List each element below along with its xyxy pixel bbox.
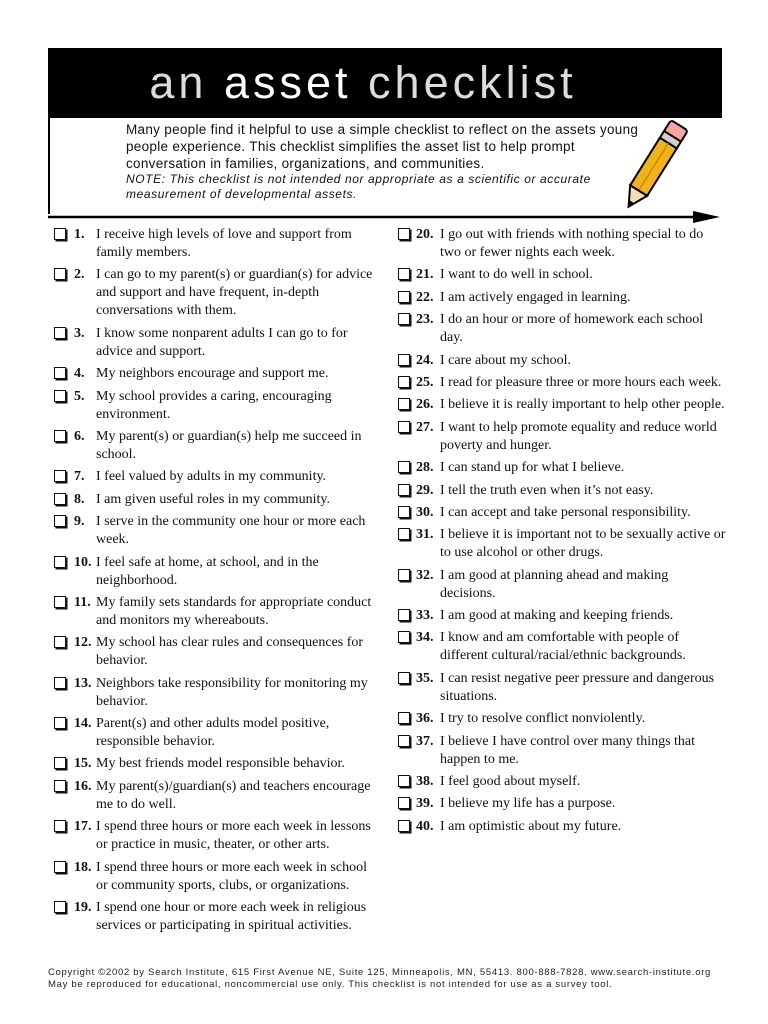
item-number: 35. xyxy=(416,670,434,686)
checkbox-icon[interactable] xyxy=(398,354,410,366)
page-title xyxy=(48,56,678,110)
item-number: 25. xyxy=(416,374,434,390)
item-text: I try to resolve conflict nonviolently. xyxy=(440,711,646,727)
item-text: I believe my life has a purpose. xyxy=(440,796,616,812)
checklist-item xyxy=(52,675,382,711)
checklist-item xyxy=(52,388,382,424)
checklist-item xyxy=(396,629,726,665)
checkbox-icon[interactable] xyxy=(398,775,410,787)
item-number: 16. xyxy=(74,778,92,794)
checkbox-icon[interactable] xyxy=(398,313,410,325)
checkbox-icon[interactable] xyxy=(54,861,66,873)
item-number: 37. xyxy=(416,733,434,749)
checkbox-icon[interactable] xyxy=(54,327,66,339)
item-text: I spend three hours or more each week in lessons or practice in music, theater, or other arts. xyxy=(96,819,371,853)
item-number: 9. xyxy=(74,514,85,530)
checkbox-icon[interactable] xyxy=(54,228,66,240)
checklist-left-column xyxy=(52,226,382,939)
item-text: Parent(s) and other adults model positive, responsible behavior. xyxy=(96,716,330,750)
checklist-item xyxy=(52,778,382,814)
checklist-item xyxy=(396,818,726,836)
checklist-item xyxy=(396,710,726,728)
item-text: My school provides a caring, encouraging environment. xyxy=(96,388,332,422)
checklist-item xyxy=(52,859,382,895)
checkbox-icon[interactable] xyxy=(54,596,66,608)
checkbox-icon[interactable] xyxy=(398,421,410,433)
checklist-item xyxy=(52,554,382,590)
item-text: I can accept and take personal responsibility. xyxy=(440,504,691,520)
item-number: 38. xyxy=(416,774,434,790)
footer-copyright: Copyright ©2002 by Search Institute, 615 First Avenue NE, Suite 125, Minneapolis, MN, 55413. 800-888-7828. www.search-institute.org xyxy=(48,967,712,978)
checklist-item xyxy=(396,670,726,706)
item-text: I tell the truth even when it’s not easy. xyxy=(440,482,654,498)
checklist-item xyxy=(52,715,382,751)
item-number: 10. xyxy=(74,554,92,570)
checklist-item xyxy=(396,374,726,392)
checklist-item xyxy=(396,459,726,477)
checkbox-icon[interactable] xyxy=(54,717,66,729)
item-text: I do an hour or more of homework each school day. xyxy=(440,312,704,346)
item-text: I can stand up for what I believe. xyxy=(440,460,625,476)
checklist-item xyxy=(396,266,726,284)
item-text: I care about my school. xyxy=(440,352,572,368)
item-number: 22. xyxy=(416,289,434,305)
checkbox-icon[interactable] xyxy=(54,268,66,280)
checkbox-icon[interactable] xyxy=(54,430,66,442)
item-text: My parent(s) or guardian(s) help me succeed in school. xyxy=(96,428,362,462)
checklist-right-column xyxy=(396,226,726,840)
checkbox-icon[interactable] xyxy=(398,712,410,724)
checklist-item xyxy=(52,755,382,773)
item-text: I believe I have control over many things that happen to me. xyxy=(440,733,696,767)
checklist-item xyxy=(396,482,726,500)
item-number: 26. xyxy=(416,397,434,413)
checkbox-icon[interactable] xyxy=(398,631,410,643)
checkbox-icon[interactable] xyxy=(398,609,410,621)
checkbox-icon[interactable] xyxy=(398,398,410,410)
checkbox-icon[interactable] xyxy=(54,556,66,568)
item-text: I know some nonparent adults I can go to for advice and support. xyxy=(96,325,348,359)
item-text: I am good at making and keeping friends. xyxy=(440,608,674,624)
item-text: I spend three hours or more each week in school or community sports, clubs, or organizations. xyxy=(96,859,367,893)
checkbox-icon[interactable] xyxy=(54,390,66,402)
item-number: 32. xyxy=(416,567,434,583)
item-text: I spend one hour or more each week in religious services or participating in spiritual activities. xyxy=(96,900,367,934)
checkbox-icon[interactable] xyxy=(398,291,410,303)
item-number: 7. xyxy=(74,469,85,485)
checklist-item xyxy=(52,365,382,383)
item-number: 31. xyxy=(416,527,434,543)
checkbox-icon[interactable] xyxy=(54,470,66,482)
item-number: 11. xyxy=(74,594,91,610)
checkbox-icon[interactable] xyxy=(54,636,66,648)
item-text: I believe it is really important to help other people. xyxy=(440,397,725,413)
checkbox-icon[interactable] xyxy=(398,228,410,240)
item-text: I can resist negative peer pressure and dangerous situations. xyxy=(440,670,715,704)
item-text: I receive high levels of love and support from family members. xyxy=(96,227,352,260)
item-text: I serve in the community one hour or more each week. xyxy=(96,514,366,548)
item-text: My family sets standards for appropriate conduct and monitors my whereabouts. xyxy=(96,594,372,628)
item-number: 34. xyxy=(416,630,434,646)
item-number: 19. xyxy=(74,900,92,916)
item-number: 14. xyxy=(74,716,92,732)
item-text: I read for pleasure three or more hours each week. xyxy=(440,374,722,390)
item-number: 1. xyxy=(74,227,85,242)
item-number: 28. xyxy=(416,460,434,476)
item-text: I believe it is important not to be sexually active or to use alcohol or other drugs. xyxy=(440,527,726,561)
item-number: 4. xyxy=(74,366,85,382)
item-text: I feel valued by adults in my community. xyxy=(96,469,327,485)
item-text: I want to do well in school. xyxy=(440,267,593,283)
checkbox-icon[interactable] xyxy=(398,506,410,518)
checklist-item xyxy=(52,513,382,549)
checklist-item xyxy=(396,396,726,414)
item-number: 24. xyxy=(416,352,434,368)
checklist-item xyxy=(52,325,382,361)
item-number: 21. xyxy=(416,267,434,283)
intro-section xyxy=(126,121,646,202)
item-text: My school has clear rules and consequences for behavior. xyxy=(96,635,364,669)
item-text: I feel safe at home, at school, and in the neighborhood. xyxy=(96,554,319,588)
checkbox-icon[interactable] xyxy=(398,461,410,473)
checklist-item xyxy=(396,795,726,813)
item-number: 15. xyxy=(74,756,92,772)
checklist-item xyxy=(396,773,726,791)
item-number: 33. xyxy=(416,608,434,624)
footer xyxy=(48,967,728,991)
checkbox-icon[interactable] xyxy=(54,515,66,527)
item-text: I am given useful roles in my community. xyxy=(96,491,330,507)
item-text: I am good at planning ahead and making decisions. xyxy=(440,567,669,601)
intro-note: NOTE: This checklist is not intended nor appropriate as a scientific or accurate measurement of developmental assets. xyxy=(126,172,591,201)
item-number: 12. xyxy=(74,635,92,651)
checklist-item xyxy=(396,607,726,625)
checklist-item xyxy=(396,289,726,307)
checklist-item xyxy=(52,468,382,486)
checklist-item xyxy=(396,352,726,370)
checklist-item xyxy=(52,428,382,464)
checkbox-icon[interactable] xyxy=(398,672,410,684)
checklist-item xyxy=(396,526,726,562)
checkbox-icon[interactable] xyxy=(54,901,66,913)
title-bar xyxy=(48,48,722,118)
checkbox-icon[interactable] xyxy=(398,528,410,540)
title-word-an: an xyxy=(149,57,208,108)
checklist-item xyxy=(52,899,382,935)
item-number: 23. xyxy=(416,312,434,328)
checklist-item xyxy=(52,818,382,854)
checklist-item xyxy=(396,419,726,455)
checkbox-icon[interactable] xyxy=(54,677,66,689)
checkbox-icon[interactable] xyxy=(54,367,66,379)
title-word-checklist: checklist xyxy=(368,57,577,108)
checkbox-icon[interactable] xyxy=(398,268,410,280)
item-number: 17. xyxy=(74,819,92,835)
item-number: 3. xyxy=(74,325,85,341)
checklist-item xyxy=(396,567,726,603)
item-number: 20. xyxy=(416,227,434,242)
checklist-item xyxy=(52,226,382,262)
checklist-item xyxy=(396,311,726,347)
item-text: I feel good about myself. xyxy=(440,774,581,790)
checkbox-icon[interactable] xyxy=(398,569,410,581)
item-text: I can go to my parent(s) or guardian(s) for advice and support and have frequent, in-depth conversations with them. xyxy=(96,267,373,319)
footer-usage-note: May be reproduced for educational, noncommercial use only. This checklist is not intended for use as a survey tool. xyxy=(48,979,613,990)
item-number: 39. xyxy=(416,796,434,812)
item-number: 29. xyxy=(416,482,434,498)
checkbox-icon[interactable] xyxy=(398,797,410,809)
item-number: 18. xyxy=(74,859,92,875)
checklist-item xyxy=(52,634,382,670)
item-number: 40. xyxy=(416,818,434,834)
checklist-item xyxy=(52,594,382,630)
item-text: I go out with friends with nothing special to do two or fewer nights each week. xyxy=(440,227,704,260)
checkbox-icon[interactable] xyxy=(398,820,410,832)
checklist-item xyxy=(396,504,726,522)
item-text: I want to help promote equality and reduce world poverty and hunger. xyxy=(440,419,717,453)
pencil-icon xyxy=(604,116,704,216)
item-number: 13. xyxy=(74,675,92,691)
checkbox-icon[interactable] xyxy=(54,493,66,505)
checkbox-icon[interactable] xyxy=(398,484,410,496)
checkbox-icon[interactable] xyxy=(54,757,66,769)
checkbox-icon[interactable] xyxy=(54,780,66,792)
item-number: 2. xyxy=(74,267,85,283)
item-text: Neighbors take responsibility for monitoring my behavior. xyxy=(96,675,368,709)
item-text: My parent(s)/guardian(s) and teachers encourage me to do well. xyxy=(96,778,371,812)
item-text: My best friends model responsible behavior. xyxy=(96,756,345,772)
item-number: 6. xyxy=(74,428,85,444)
checklist-item xyxy=(396,733,726,769)
item-number: 8. xyxy=(74,491,85,507)
item-number: 27. xyxy=(416,419,434,435)
item-number: 5. xyxy=(74,388,85,404)
item-text: I am optimistic about my future. xyxy=(440,818,622,834)
item-text: I know and am comfortable with people of different cultural/racial/ethnic backgrounds. xyxy=(440,630,686,664)
intro-text: Many people find it helpful to use a simple checklist to reflect on the assets young people experience. This checklist simplifies the asset list to help prompt conversation in families, organizations, and communities. xyxy=(126,122,639,171)
item-text: My neighbors encourage and support me. xyxy=(96,366,329,382)
item-text: I am actively engaged in learning. xyxy=(440,289,631,305)
checklist-item xyxy=(52,266,382,320)
checklist-item xyxy=(52,491,382,509)
title-word-asset: asset xyxy=(223,57,352,108)
item-number: 36. xyxy=(416,711,434,727)
checkbox-icon[interactable] xyxy=(398,735,410,747)
checklist-item xyxy=(396,226,726,262)
checkbox-icon[interactable] xyxy=(54,820,66,832)
item-number: 30. xyxy=(416,504,434,520)
checkbox-icon[interactable] xyxy=(398,376,410,388)
